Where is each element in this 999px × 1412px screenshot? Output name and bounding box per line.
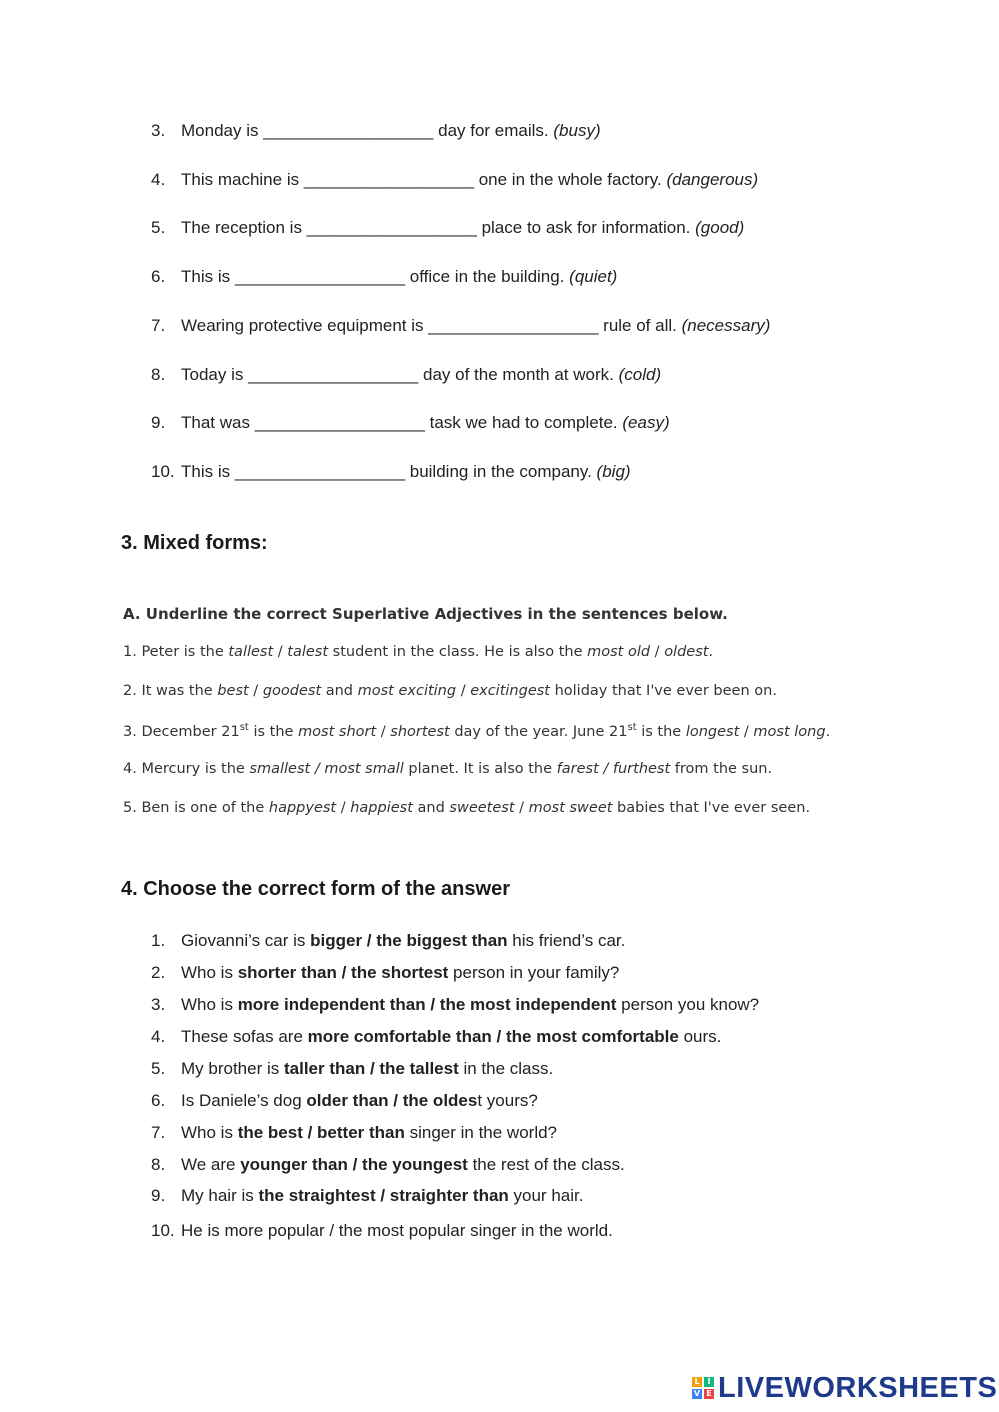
item-number: 7. — [151, 316, 166, 335]
sentence-fragment: babies that I've ever seen. — [612, 800, 811, 816]
answer-options: younger than / the youngest — [240, 1155, 468, 1174]
sentence-fragment: Who is — [181, 963, 238, 982]
adjective-option: talest — [287, 644, 329, 660]
sentence-fragment: / — [456, 683, 471, 699]
adjective-hint: (good) — [695, 218, 745, 237]
adjective-option: most long — [753, 723, 826, 740]
item-number: 3. — [151, 121, 166, 140]
sentence-fragment: and — [412, 800, 450, 816]
adjective-hint: (necessary) — [681, 316, 771, 335]
adjective-option: excitingest — [470, 683, 550, 699]
adjective-option: longest — [685, 723, 740, 740]
exercise-3a-sentence — [123, 800, 810, 816]
item-number: 8. — [151, 1155, 166, 1174]
sentence-fragment: st — [239, 722, 249, 733]
exercise-3a-title: A. Underline the correct Superlative Adjectives in the sentences below. — [123, 605, 728, 623]
adjective-hint: (dangerous) — [666, 170, 759, 189]
sentence-fragment: Who is — [181, 995, 238, 1014]
exercise-3a-sentence — [123, 683, 777, 699]
sentence-fragment: / — [514, 800, 529, 816]
item-number: 7. — [151, 1123, 166, 1142]
sentence-fragment: is the — [248, 723, 299, 740]
sentence-fragment: st — [627, 722, 637, 733]
choice-sentence — [181, 1221, 613, 1241]
answer-options: more comfortable than / the most comfortable — [307, 1027, 679, 1046]
sentence-fragment: / — [650, 644, 665, 660]
item-number: 5. — [151, 1059, 166, 1078]
adjective-option: happyest — [268, 800, 337, 816]
adjective-option: goodest — [262, 683, 322, 699]
item-number: 4. — [151, 170, 166, 189]
adjective-option: shortest — [390, 723, 450, 740]
item-number: 9. — [151, 413, 166, 432]
choice-sentence — [181, 1123, 557, 1143]
sentence-fragment: singer in the world? — [404, 1123, 558, 1142]
fill-in-sentence — [181, 462, 631, 482]
adjective-option: sweetest — [449, 800, 515, 816]
section-3-heading: 3. Mixed forms: — [121, 532, 268, 554]
sentence-fragment: person in your family? — [448, 963, 620, 982]
sentence-fragment: 5. Ben is one of the — [123, 800, 269, 816]
sentence-fragment: / — [248, 683, 263, 699]
answer-options: more independent than / the most independent — [237, 995, 617, 1014]
fill-in-sentence — [181, 218, 744, 238]
item-number: 4. — [151, 1027, 166, 1046]
adjective-option: most short — [298, 723, 377, 740]
item-number: 2. — [151, 963, 166, 982]
logo-grid-icon — [692, 1377, 714, 1399]
logo-grid-cell: V — [693, 1389, 701, 1398]
answer-options: the best / better than — [237, 1123, 405, 1142]
sentence-fragment: We are — [181, 1155, 241, 1174]
fill-in-sentence — [181, 365, 661, 385]
sentence-fragment: t yours? — [477, 1091, 538, 1110]
adjective-hint: (easy) — [622, 413, 670, 432]
fill-in-sentence — [181, 316, 770, 336]
exercise-3a-sentence — [123, 722, 830, 740]
logo-grid-cell: E — [704, 1389, 714, 1399]
adjective-option: happiest — [350, 800, 413, 816]
sentence-text: This machine is __________________ one in the whole factory. — [181, 170, 667, 189]
choice-sentence — [181, 1155, 625, 1175]
sentence-fragment: ours. — [678, 1027, 722, 1046]
adjective-option: best — [217, 683, 249, 699]
choice-sentence — [181, 1027, 721, 1047]
logo-grid-cell: I — [704, 1377, 714, 1387]
choice-sentence — [181, 1186, 583, 1206]
sentence-text: Today is __________________ day of the month at work. — [181, 365, 619, 384]
answer-options: shorter than / the shortest — [237, 963, 449, 982]
sentence-text: The reception is __________________ place to ask for information. — [181, 218, 696, 237]
sentence-fragment: and — [321, 683, 358, 699]
sentence-fragment: your hair. — [508, 1186, 584, 1205]
sentence-text: Monday is __________________ day for emails. — [181, 121, 554, 140]
choice-sentence — [181, 963, 619, 983]
sentence-fragment: Is Daniele’s dog — [181, 1091, 307, 1110]
item-number: 10. — [151, 1221, 175, 1240]
sentence-fragment: day of the year. June 21 — [449, 723, 628, 740]
sentence-fragment: / — [336, 800, 351, 816]
sentence-text: That was __________________ task we had to complete. — [181, 413, 623, 432]
fill-in-sentence — [181, 413, 670, 433]
item-number: 6. — [151, 1091, 166, 1110]
sentence-text: Wearing protective equipment is __________________ rule of all. — [181, 316, 682, 335]
answer-options: taller than / the tallest — [283, 1059, 459, 1078]
sentence-fragment: He is more popular / the most popular singer in the world. — [181, 1221, 613, 1240]
logo-grid-cell: L — [692, 1377, 702, 1387]
sentence-fragment: 4. Mercury is the — [123, 761, 250, 777]
sentence-fragment: My hair is — [181, 1186, 259, 1205]
sentence-fragment: . — [708, 644, 714, 660]
sentence-fragment: the rest of the class. — [467, 1155, 625, 1174]
choice-sentence — [181, 931, 625, 951]
sentence-fragment: / — [376, 723, 391, 740]
sentence-fragment: Giovanni’s car is — [181, 931, 311, 950]
sentence-fragment: in the class. — [458, 1059, 554, 1078]
item-number: 9. — [151, 1186, 166, 1205]
section-4-heading: 4. Choose the correct form of the answer — [121, 878, 510, 900]
adjective-option: smallest / most small — [249, 761, 404, 777]
adjective-option: tallest — [228, 644, 274, 660]
item-number: 8. — [151, 365, 166, 384]
sentence-fragment: holiday that I've ever been on. — [549, 683, 777, 699]
sentence-fragment: Who is — [181, 1123, 238, 1142]
answer-options: the straightest / straighter than — [258, 1186, 509, 1205]
sentence-fragment: / — [273, 644, 288, 660]
sentence-text: This is __________________ building in the company. — [181, 462, 597, 481]
logo-text: LIVEWORKSHEETS — [718, 1371, 998, 1404]
answer-options: older than / the oldes — [306, 1091, 478, 1110]
exercise-3a-sentence — [123, 644, 713, 660]
item-number: 6. — [151, 267, 166, 286]
liveworksheets-logo — [692, 1372, 997, 1404]
adjective-hint: (busy) — [553, 121, 601, 140]
adjective-option: oldest — [664, 644, 709, 660]
sentence-fragment: his friend’s car. — [507, 931, 626, 950]
item-number: 5. — [151, 218, 166, 237]
exercise-3a-image — [121, 600, 931, 825]
sentence-fragment: . — [825, 723, 831, 740]
adjective-hint: (cold) — [618, 365, 662, 384]
adjective-hint: (big) — [596, 462, 631, 481]
sentence-fragment: My brother is — [181, 1059, 284, 1078]
sentence-fragment: is the — [636, 723, 686, 740]
fill-in-sentence — [181, 121, 601, 141]
choice-sentence — [181, 995, 759, 1015]
sentence-fragment: / — [739, 723, 754, 740]
item-number: 10. — [151, 462, 175, 481]
adjective-option: most sweet — [528, 800, 613, 816]
sentence-fragment: 2. It was the — [123, 683, 218, 699]
choice-sentence — [181, 1091, 538, 1111]
adjective-option: most old — [587, 644, 651, 660]
adjective-option: farest / furthest — [556, 761, 671, 777]
sentence-fragment: 3. December 21 — [123, 723, 240, 740]
adjective-hint: (quiet) — [569, 267, 618, 286]
sentence-fragment: These sofas are — [181, 1027, 308, 1046]
sentence-text: This is __________________ office in the building. — [181, 267, 570, 286]
answer-options: bigger / the biggest than — [310, 931, 508, 950]
sentence-fragment: planet. It is also the — [403, 761, 557, 777]
adjective-option: most exciting — [357, 683, 457, 699]
item-number: 3. — [151, 995, 166, 1014]
sentence-fragment: from the sun. — [670, 761, 773, 777]
fill-in-sentence — [181, 267, 617, 287]
item-number: 1. — [151, 931, 166, 950]
sentence-fragment: student in the class. He is also the — [328, 644, 588, 660]
exercise-3a-sentence — [123, 761, 772, 777]
sentence-fragment: 1. Peter is the — [123, 644, 229, 660]
fill-in-sentence — [181, 170, 758, 190]
choice-sentence — [181, 1059, 553, 1079]
sentence-fragment: person you know? — [616, 995, 760, 1014]
